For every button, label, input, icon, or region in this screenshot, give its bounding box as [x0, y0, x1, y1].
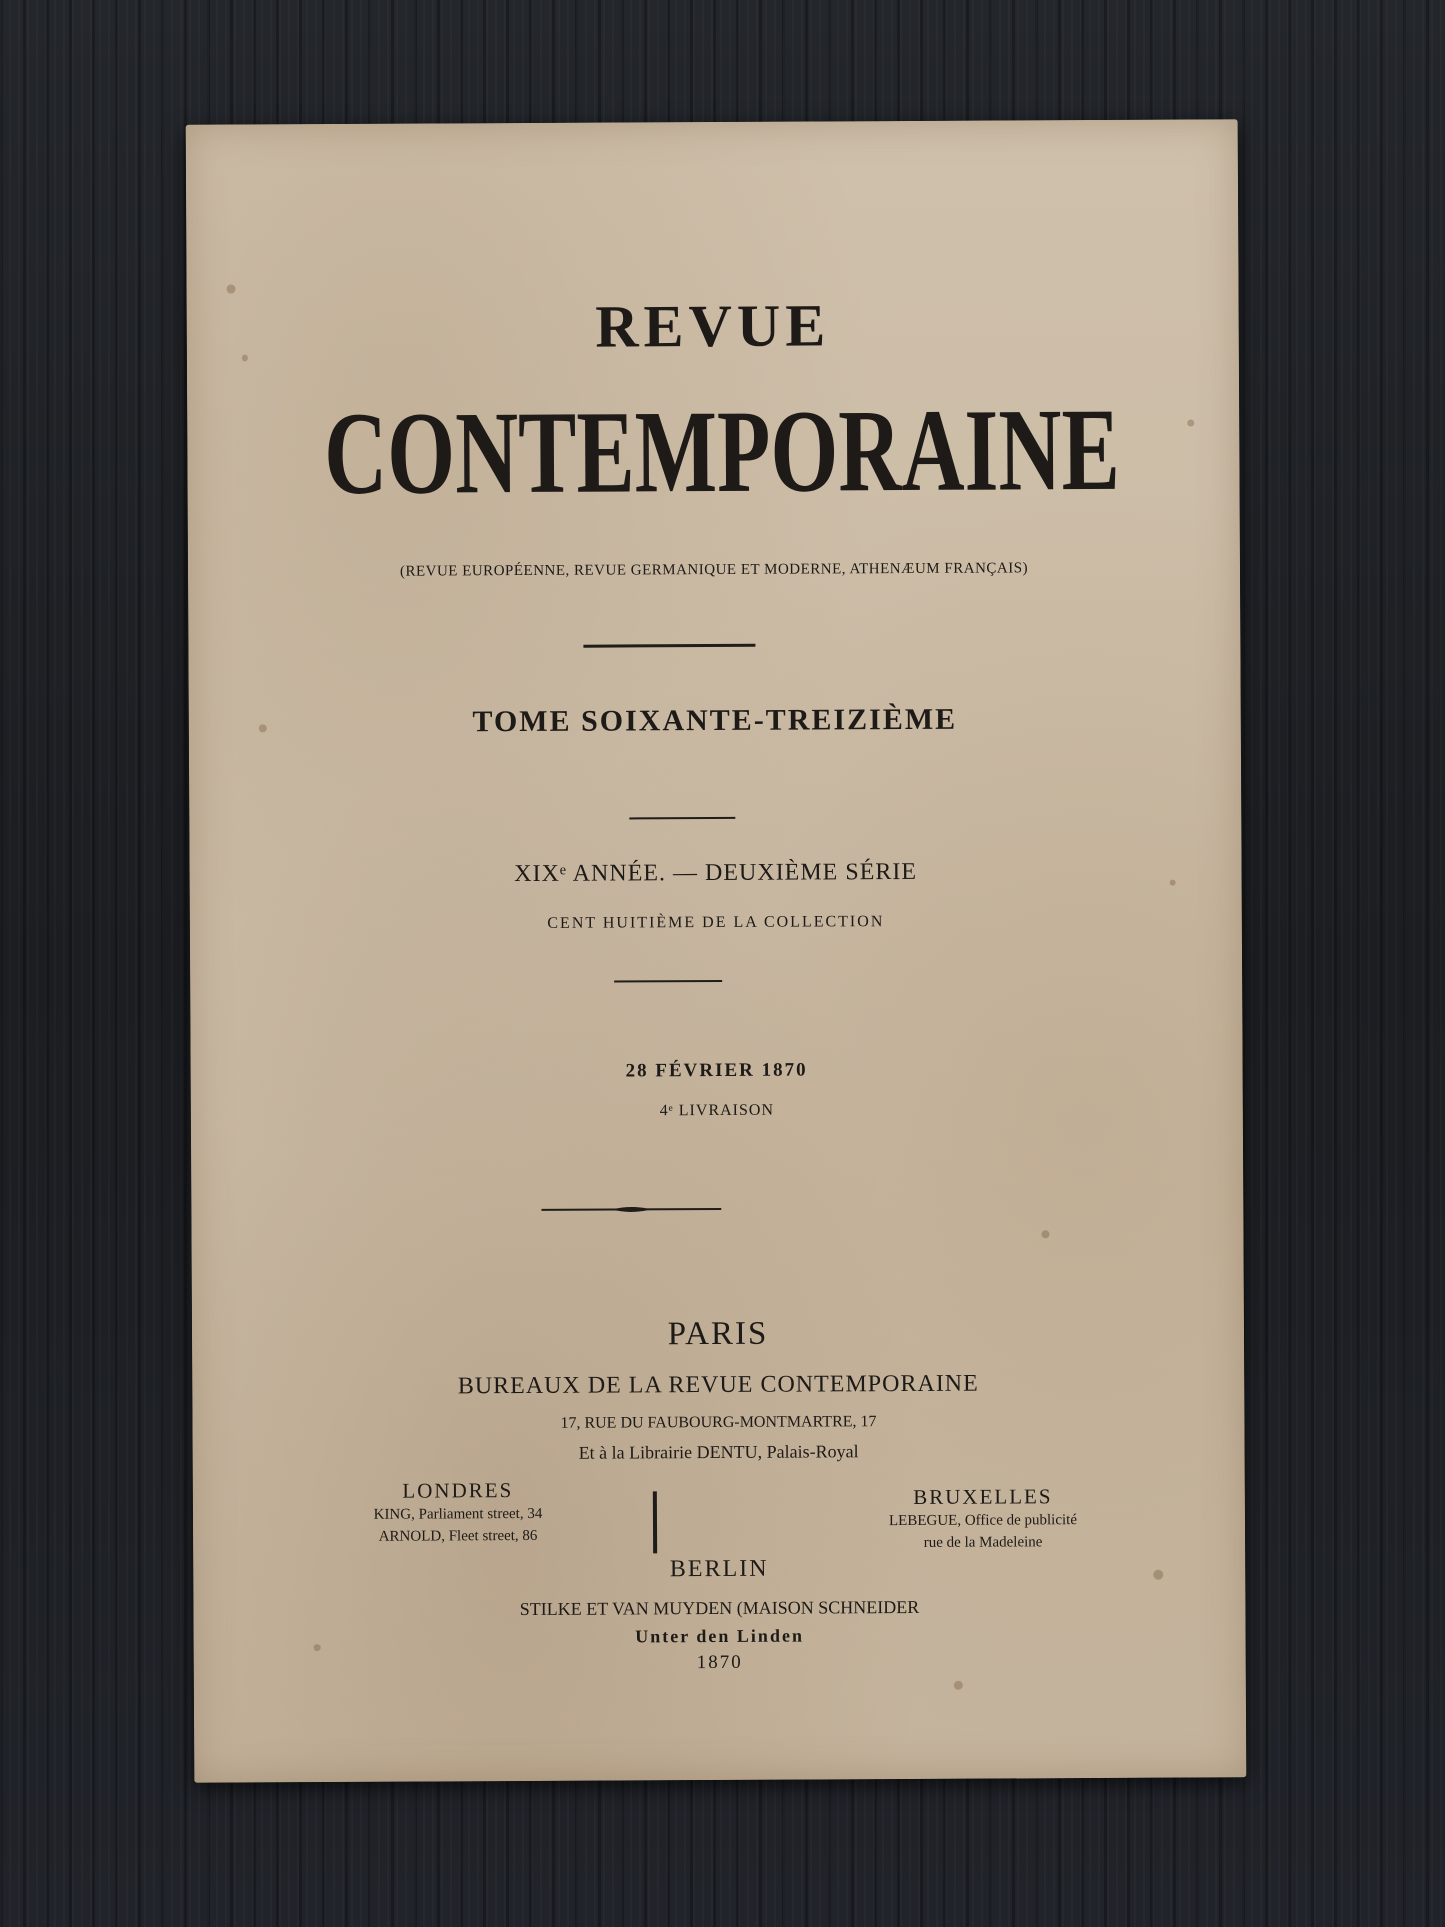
divider-rule — [629, 817, 735, 820]
ornament-rule — [541, 1202, 721, 1217]
publisher-address: 17, RUE DU FAUBOURG-MONTMARTRE, 17 — [560, 1413, 877, 1432]
stain — [954, 1681, 963, 1690]
london-distributors — [293, 1477, 623, 1548]
berlin-line-1: STILKE ET VAN MUYDEN (MAISON SCHNEIDER — [519, 1596, 920, 1620]
issue-date: 28 FÉVRIER 1870 — [625, 1059, 808, 1082]
publication-year: 1870 — [696, 1651, 743, 1674]
berlin-line-2: Unter den Linden — [635, 1625, 804, 1647]
publisher-bureaux: BUREAUX DE LA REVUE CONTEMPORAINE — [457, 1370, 979, 1400]
title-revue: REVUE — [595, 292, 831, 360]
divider-rule — [614, 980, 722, 983]
london-line-1: KING, Parliament street, 34 — [373, 1505, 543, 1523]
publisher-city-paris: PARIS — [667, 1315, 769, 1353]
brussels-distributors — [793, 1484, 1173, 1555]
london-line-2: ARNOLD, Fleet street, 86 — [378, 1527, 538, 1545]
brussels-city: BRUXELLES — [913, 1484, 1053, 1509]
publisher-librairie: Et à la Librairie DENTU, Palais-Royal — [578, 1441, 859, 1463]
annee-serie: XIXᵉ ANNÉE. — DEUXIÈME SÉRIE — [514, 858, 918, 888]
title-contemporaine: CONTEMPORAINE — [323, 383, 1121, 520]
tome-heading: TOME SOIXANTE-TREIZIÈME — [472, 702, 958, 739]
column-separator — [653, 1491, 657, 1553]
subtitle: (REVUE EUROPÉENNE, REVUE GERMANIQUE ET MODERNE, ATHENÆUM FRANÇAIS) — [399, 560, 1029, 580]
livraison: 4ᵉ LIVRAISON — [659, 1101, 775, 1120]
brussels-line-1: LEBEGUE, Office de publicité — [888, 1512, 1078, 1530]
berlin-city: BERLIN — [669, 1555, 769, 1583]
magazine-cover — [186, 119, 1247, 1782]
stain — [1187, 419, 1194, 426]
brussels-line-2: rue de la Madeleine — [923, 1534, 1043, 1551]
collection-number: CENT HUITIÈME DE LA COLLECTION — [547, 913, 885, 932]
stain — [1041, 1230, 1049, 1238]
stain — [227, 285, 236, 294]
london-city: LONDRES — [402, 1478, 514, 1503]
divider-rule — [583, 644, 755, 648]
